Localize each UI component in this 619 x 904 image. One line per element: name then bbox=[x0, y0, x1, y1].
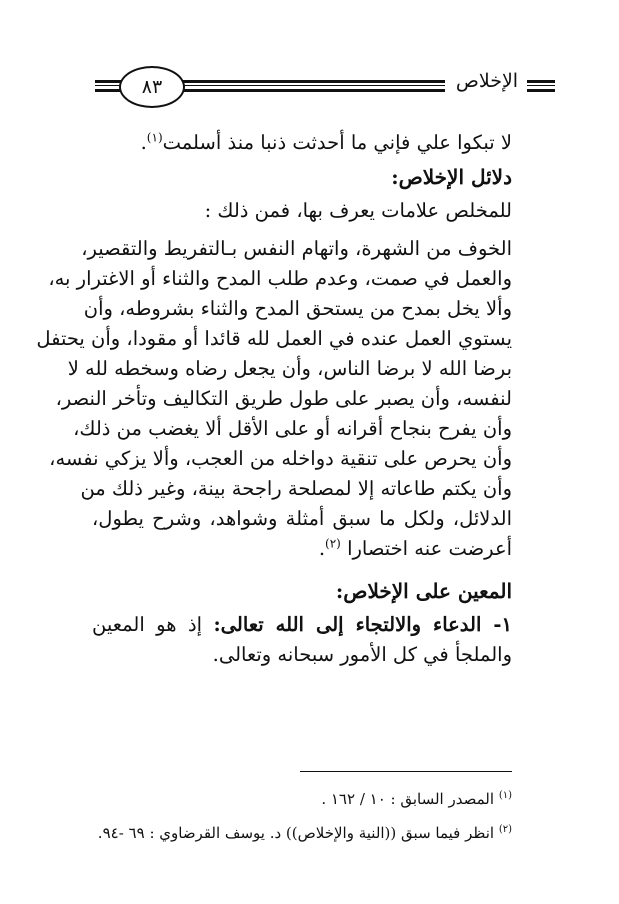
footnote-ref-1[interactable]: (١) bbox=[146, 130, 163, 145]
paragraph-line: يستوي العمل عنده في العمل لله قائدا أو مقودا، وأن يحتفل bbox=[36, 327, 512, 350]
page-number: ٨٣ bbox=[119, 66, 185, 108]
footnote-mark: (٢) bbox=[498, 824, 512, 835]
footnote-text: انظر فيما سبق ((النية والإخلاص)) د. يوسف القرضاوي : ٦٩ -٩٤. bbox=[97, 824, 499, 842]
footnote-1 bbox=[92, 782, 512, 816]
footnotes bbox=[92, 782, 512, 850]
paragraph-line: لنفسه، وأن يصبر على طول طريق التكاليف وتأخر النصر، bbox=[55, 387, 512, 410]
body-line-end: . bbox=[140, 131, 147, 154]
footnote-text: المصدر السابق : ١٠ / ١٦٢ . bbox=[321, 790, 499, 808]
body-line: للمخلص علامات يعرف بها، فمن ذلك : bbox=[204, 199, 512, 222]
header-rule-middle bbox=[175, 80, 445, 92]
heading-aids-to-sincerity: المعين على الإخلاص: bbox=[335, 579, 512, 603]
paragraph-last-line bbox=[92, 534, 512, 564]
paragraph-line: الخوف من الشهرة، واتهام النفس بـالتفريط والتقصير، bbox=[81, 237, 512, 260]
list-item-title: ١- الدعاء والالتجاء إلى الله تعالى: bbox=[213, 613, 512, 636]
body-line bbox=[92, 128, 512, 158]
page-header bbox=[95, 66, 555, 106]
body-line-text: أعرضت عنه اختصارا bbox=[347, 537, 512, 560]
list-item-text: إذ هو المعين bbox=[92, 613, 214, 636]
body-line-end: . bbox=[318, 537, 326, 560]
heading-signs-of-sincerity: دلائل الإخلاص: bbox=[391, 165, 512, 189]
footnote-divider bbox=[300, 771, 512, 772]
list-item-line bbox=[92, 610, 512, 640]
page-body bbox=[36, 128, 512, 670]
header-rule-right bbox=[527, 80, 555, 92]
paragraph-line: وألا يخل بمدح من يستحق المدح والثناء بشروطه، وأن bbox=[83, 297, 512, 320]
paragraph-line: والعمل في صمت، وعدم طلب المدح والثناء أو الاغترار به، bbox=[48, 267, 512, 290]
paragraph-line: وأن يفرح بنجاح أقرانه أو على الأقل ألا يغضب من ذلك، bbox=[73, 417, 512, 440]
footnote-mark: (١) bbox=[498, 790, 512, 801]
paragraph-line: وأن يحرص على تنقية دواخله من العجب، وألا يزكي نفسه، bbox=[49, 447, 512, 470]
paragraph-line: برضا الله لا برضا الناس، وأن يجعل رضاه وسخطه لله لا bbox=[67, 357, 512, 380]
list-item-line: والملجأ في كل الأمور سبحانه وتعالى. bbox=[212, 643, 512, 666]
body-line-text: لا تبكوا علي فإني ما أحدثت ذنبا منذ أسلمت bbox=[162, 131, 512, 154]
paragraph-line: وأن يكتم طاعاته إلا لمصلحة راجحة بينة، وغير ذلك من bbox=[80, 477, 512, 500]
paragraph-line: الدلائل، ولكل ما سبق أمثلة وشواهد، وشرح يطول، bbox=[92, 507, 512, 530]
footnote-2 bbox=[92, 816, 512, 850]
running-title: الإخلاص bbox=[455, 70, 519, 92]
footnote-ref-2[interactable]: (٢) bbox=[325, 536, 341, 551]
